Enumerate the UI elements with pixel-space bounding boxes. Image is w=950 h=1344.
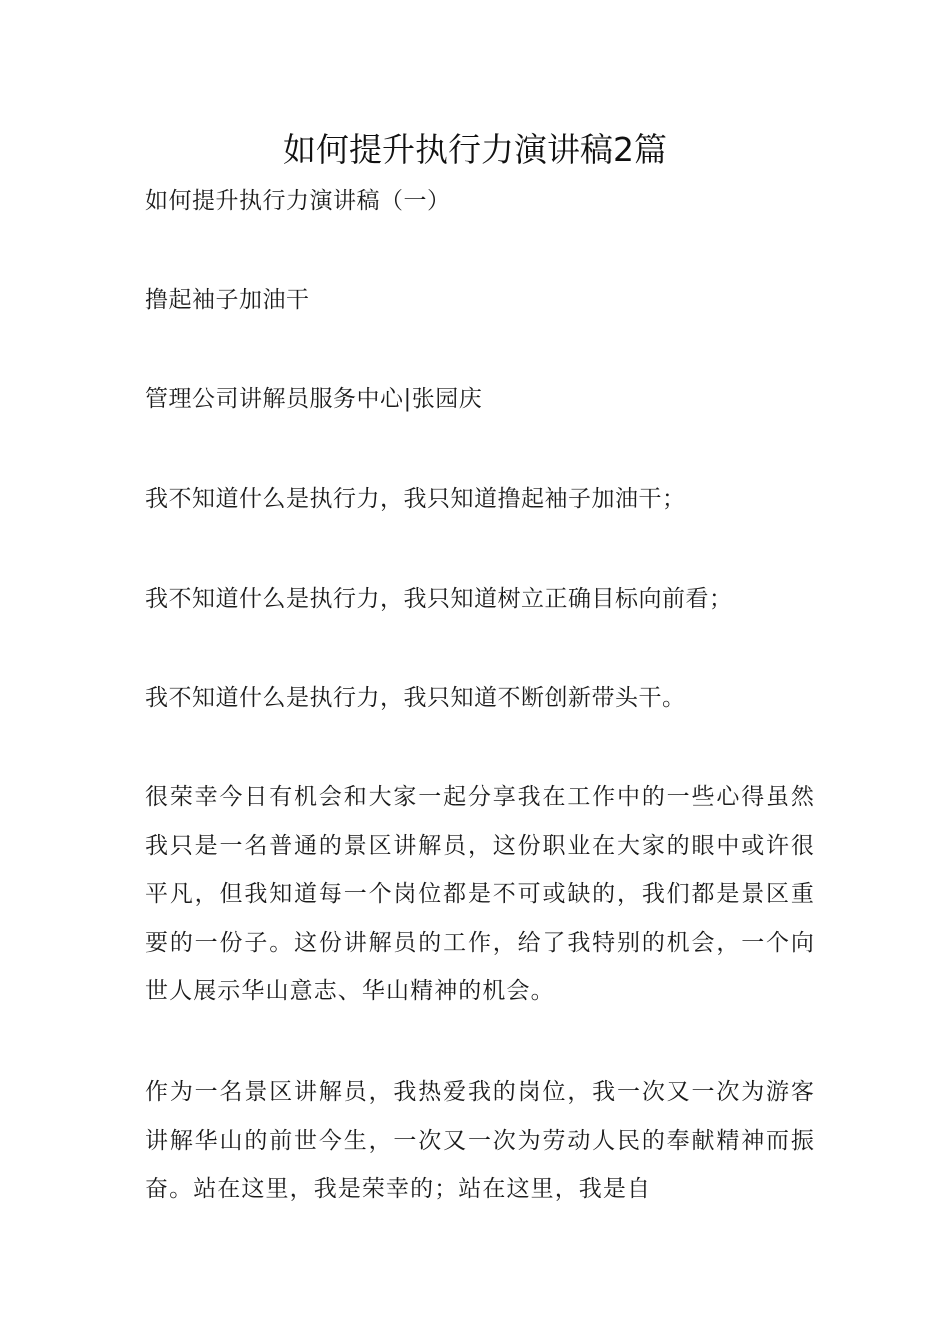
- byline: 管理公司讲解员服务中心|张园庆: [145, 386, 483, 412]
- statement-line-3: 我不知道什么是执行力，我只知道不断创新带头干。: [145, 685, 686, 711]
- body-paragraph-1: 很荣幸今日有机会和大家一起分享我在工作中的一些心得虽然我只是一名普通的景区讲解员，这份职业在大家的眼中或许很平凡，但我知道每一个岗位都是不可或缺的，我们都是景区重要的一份子。这份讲解员的工作，给了我特别的机会，一个向世人展示华山意志、华山精神的机会。: [145, 784, 815, 1004]
- statement-line-1: 我不知道什么是执行力，我只知道撸起袖子加油干；: [145, 486, 686, 512]
- speech-title: 撸起袖子加油干: [145, 287, 310, 313]
- statement-line-2: 我不知道什么是执行力，我只知道树立正确目标向前看；: [145, 586, 733, 612]
- body-paragraph-2: 作为一名景区讲解员，我热爱我的岗位，我一次又一次为游客讲解华山的前世今生，一次又一次为劳动人民的奉献精神而振奋。站在这里，我是荣幸的；站在这里，我是自: [145, 1079, 815, 1202]
- section-heading: 如何提升执行力演讲稿（一）: [145, 188, 451, 214]
- document-title: 如何提升执行力演讲稿2篇: [283, 130, 667, 169]
